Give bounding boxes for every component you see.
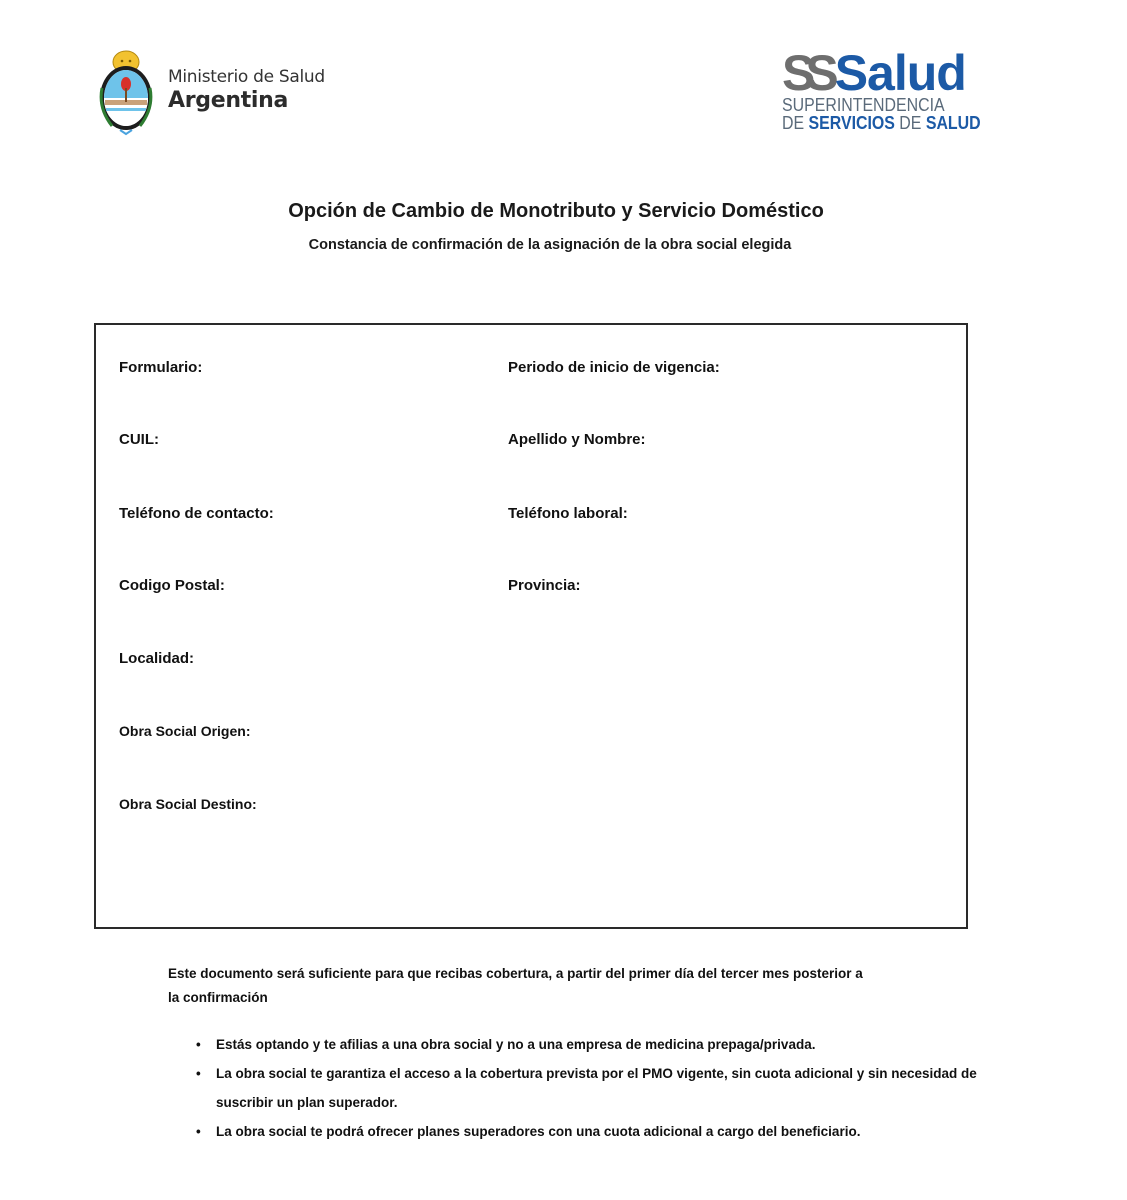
document-title: Opción de Cambio de Monotributo y Servicio Doméstico	[288, 200, 824, 222]
bullet-icon: •	[196, 1124, 201, 1139]
sss-de-2: DE	[894, 112, 926, 133]
sss-salud: SALUD	[925, 112, 981, 133]
sss-servicios: SERVICIOS	[808, 112, 895, 133]
form-box	[94, 323, 968, 929]
ministerio-country: Argentina	[168, 88, 289, 113]
conditions-list	[196, 1030, 1026, 1146]
sss-superintendencia: SUPERINTENDENCIA	[782, 94, 945, 115]
coverage-note: Este documento será suficiente para que recibas cobertura, a partir del primer día del tercer mes posterior a la confirmación	[168, 966, 863, 1005]
escudo-argentina-icon	[98, 48, 154, 136]
bullet-icon: •	[196, 1037, 201, 1052]
field-localidad: Localidad:	[119, 650, 195, 667]
field-cuil: CUIL:	[119, 431, 159, 448]
field-obra-social-destino: Obra Social Destino:	[119, 796, 257, 812]
condition-item	[196, 1059, 1026, 1117]
condition-text: Estás optando y te afilias a una obra social y no a una empresa de medicina prepaga/privada.	[216, 1037, 816, 1052]
ministerio-name: Ministerio de Salud	[168, 67, 325, 87]
sss-brand: Salud	[834, 45, 966, 101]
field-codigo-postal: Codigo Postal:	[119, 577, 225, 594]
condition-item	[196, 1117, 1026, 1146]
field-periodo-vigencia: Periodo de inicio de vigencia:	[508, 359, 720, 376]
sss-de-1: DE	[782, 112, 809, 133]
sss-servicios-de-salud	[782, 112, 981, 133]
document-subtitle: Constancia de confirmación de la asignación de la obra social elegida	[308, 237, 792, 253]
field-formulario: Formulario:	[119, 359, 203, 376]
condition-text: La obra social te garantiza el acceso a la cobertura prevista por el PMO vigente, sin cuota adicional y sin necesidad de suscribir un plan superador.	[216, 1066, 977, 1110]
condition-text: La obra social te podrá ofrecer planes superadores con una cuota adicional a cargo del beneficiario.	[216, 1124, 861, 1139]
field-telefono-laboral: Teléfono laboral:	[508, 505, 628, 522]
field-apellido-nombre: Apellido y Nombre:	[508, 431, 646, 448]
sss-prefix: SS	[782, 45, 829, 101]
sssalud-logo	[782, 45, 981, 133]
field-provincia: Provincia:	[508, 577, 581, 594]
bullet-icon: •	[196, 1066, 201, 1081]
ministerio-salud-logo	[98, 48, 325, 136]
condition-item	[196, 1030, 1026, 1059]
field-telefono-contacto: Teléfono de contacto:	[119, 505, 274, 522]
field-obra-social-origen: Obra Social Origen:	[119, 723, 251, 739]
